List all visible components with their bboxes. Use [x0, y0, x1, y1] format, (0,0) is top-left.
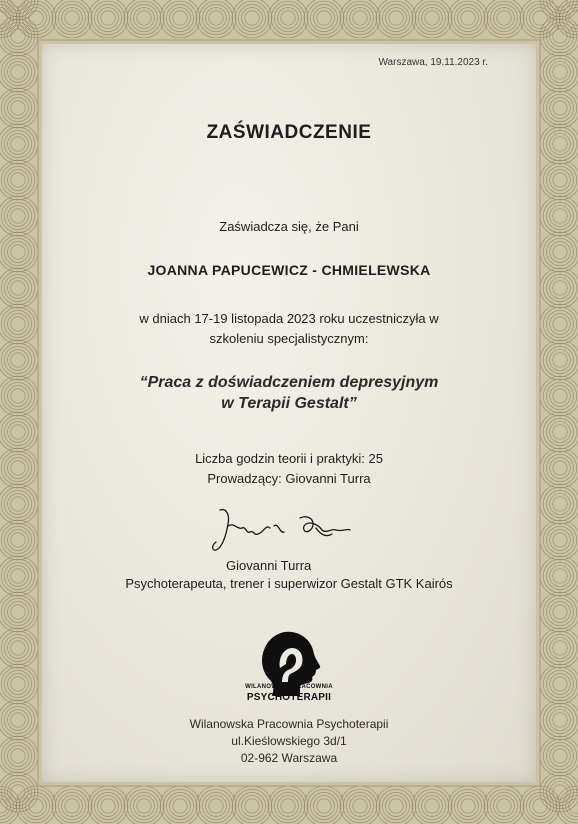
course-title [0, 372, 578, 414]
participation-text [0, 309, 578, 349]
hours-text: Liczba godzin teorii i praktyki: 25 [195, 451, 383, 466]
course-title-line-2: w Terapii Gestalt” [221, 395, 357, 412]
logo-big-text: PSYCHOTERAPII [246, 692, 332, 703]
course-details [0, 449, 578, 489]
participation-line-2: szkoleniu specjalistycznym: [209, 331, 369, 346]
participation-line-1: w dniach 17-19 listopada 2023 roku uczestniczyła w [139, 311, 439, 326]
intro-text: Zaświadcza się, że Pani [219, 219, 359, 234]
footer-line-1: Wilanowska Pracownia Psychoterapii [189, 717, 389, 731]
course-title-line-1: “Praca z doświadczeniem depresyjnym [139, 374, 439, 391]
signer-role: Psychoterapeuta, trener i superwizor Gestalt GTK Kairós [125, 576, 453, 591]
instructor-text: Prowadzący: Giovanni Turra [207, 471, 371, 486]
signer-name: Giovanni Turra [226, 558, 312, 573]
footer-line-2: ul.Kieślowskiego 3d/1 [231, 734, 347, 748]
logo-small-text: WILANOWSKA PRACOWNIA [245, 684, 333, 690]
organization-address [0, 716, 578, 767]
handwritten-signature [208, 504, 358, 552]
issue-date: Warszawa, 19.11.2023 r. [378, 57, 488, 68]
recipient-name: JOANNA PAPUCEWICZ - CHMIELEWSKA [147, 262, 431, 278]
certificate-title: ZAŚWIADCZENIE [206, 122, 372, 143]
footer-line-3: 02-962 Warszawa [240, 751, 338, 765]
